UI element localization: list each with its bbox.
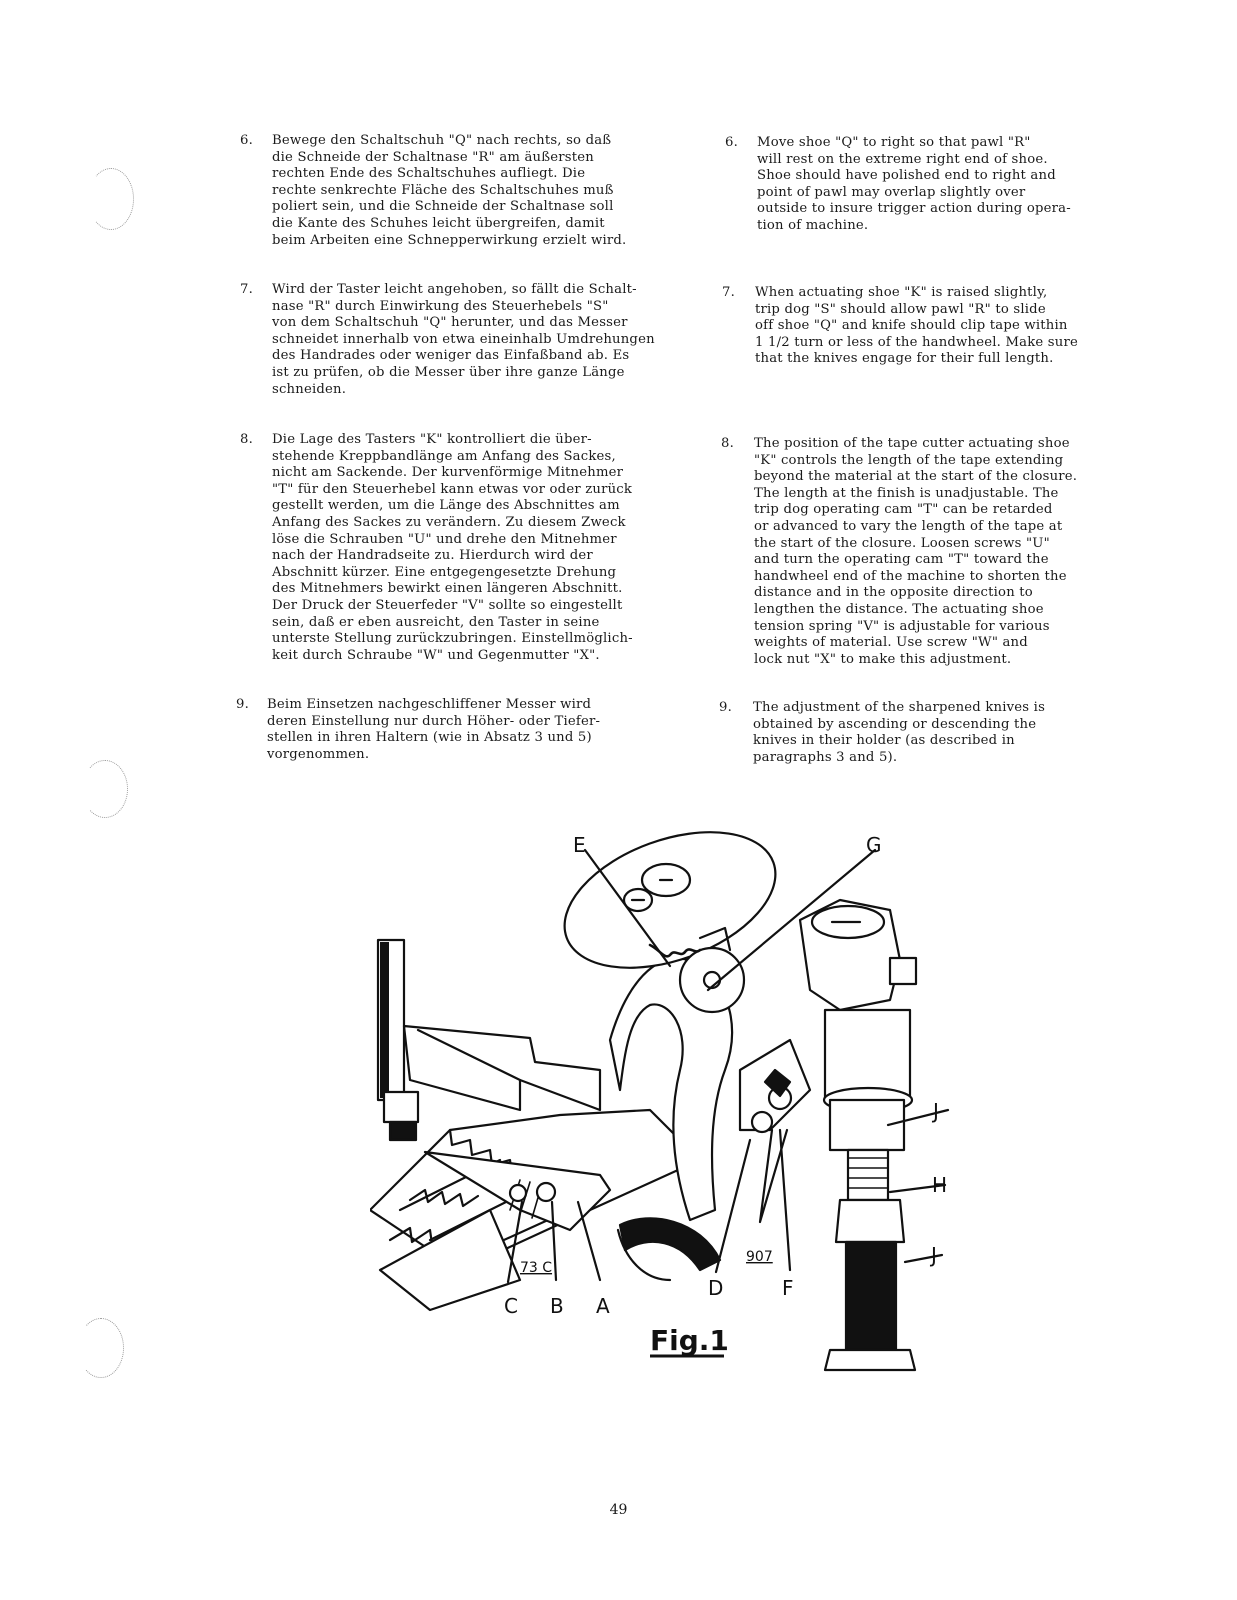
text-line: löse die Schrauben "U" und drehe den Mitnehmer (272, 531, 617, 547)
text-line: "T" für den Steuerhebel kann etwas vor oder zurück (272, 481, 633, 497)
text-line: the start of the closure. Loosen screws "U" (754, 535, 1050, 551)
paragraph-number: 6. (240, 133, 253, 148)
text-line: tension spring "V" is adjustable for various (754, 618, 1050, 634)
text-line: trip dog "S" should allow pawl "R" to slide (755, 301, 1046, 317)
text-line: nicht am Sackende. Der kurvenförmige Mitnehmer (272, 465, 624, 481)
text-line: schneidet innerhalb von etwa eineinhalb Umdrehungen (272, 331, 655, 347)
text-line: Beim Einsetzen nachgeschliffener Messer wird (267, 697, 592, 712)
text-line: Move shoe "Q" to right so that pawl "R" (757, 135, 1031, 150)
label-G: G (866, 833, 882, 857)
text-line: knives in their holder (as described in (753, 733, 1015, 749)
text-line: outside to insure trigger action during opera- (757, 201, 1071, 217)
label-J-bottom: J (931, 1243, 937, 1267)
text-line: off shoe "Q" and knife should clip tape within (755, 318, 1068, 334)
text-line: schneiden. (272, 381, 347, 397)
text-line: The position of the tape cutter actuating shoe (754, 436, 1070, 451)
text-line: ist zu prüfen, ob die Messer über ihre ganze Länge (272, 365, 625, 380)
text-line: Wird der Taster leicht angehoben, so fällt die Schalt- (272, 282, 637, 297)
paragraph-number: 6. (725, 135, 738, 150)
text-line: deren Einstellung nur durch Höher- oder Tiefer- (267, 713, 601, 729)
text-line: paragraphs 3 and 5). (753, 749, 898, 765)
text-line: beim Arbeiten eine Schnepperwirkung erzielt wird. (272, 232, 627, 248)
text-line: des Mitnehmers bewirkt einen längeren Abschnitt. (272, 581, 623, 597)
paragraph-number: 8. (240, 432, 253, 447)
text-line: Der Druck der Steuerfeder "V" sollte so eingestellt (272, 598, 623, 613)
paragraph-number: 7. (240, 282, 253, 297)
punch-hole-mark-top (88, 168, 134, 230)
punch-hole-mark-middle (82, 760, 128, 818)
label-A: A (596, 1294, 610, 1318)
text-line: The adjustment of the sharpened knives is (753, 700, 1046, 715)
text-line: point of pawl may overlap slightly over (757, 184, 1026, 200)
text-line: nach der Handradseite zu. Hierdurch wird der (272, 548, 593, 564)
label-J-top: J (933, 1099, 939, 1123)
text-line: die Schneide der Schaltnase "R" am äußersten (272, 149, 594, 165)
text-line: Anfang des Sackes zu verändern. Zu diesem Zweck (272, 515, 626, 530)
paragraph-number: 8. (721, 436, 734, 451)
label-C: C (504, 1294, 518, 1318)
text-line: gestellt werden, um die Länge des Abschnittes am (272, 498, 620, 514)
text-line: weights of material. Use screw "W" and (754, 635, 1028, 651)
text-line: rechte senkrechte Fläche des Schaltschuhes muß (272, 182, 614, 198)
text-line: and turn the operating cam "T" toward the (754, 552, 1049, 568)
paragraph-number: 9. (236, 697, 249, 712)
text-line: lengthen the distance. The actuating shoe (754, 602, 1044, 617)
text-line: sein, daß er eben ausreicht, den Taster in seine (272, 614, 600, 630)
text-line: unterste Stellung zurückzubringen. Einstellmöglich- (272, 631, 633, 647)
text-line: Abschnitt kürzer. Eine entgegengesetzte Drehung (272, 564, 617, 580)
paragraph-number: 9. (719, 700, 732, 715)
label-B: B (550, 1294, 564, 1318)
text-line: Die Lage des Tasters "K" kontrolliert die über- (272, 432, 592, 447)
text-line: keit durch Schraube "W" und Gegenmutter "X". (272, 647, 600, 663)
text-line: des Handrades oder weniger das Einfaßband ab. Es (272, 348, 630, 364)
text-line: or advanced to vary the length of the tape at (754, 519, 1063, 534)
figure-caption: Fig.1 (650, 1324, 729, 1357)
text-line: that the knives engage for their full length. (755, 351, 1054, 367)
text-line: lock nut "X" to make this adjustment. (754, 651, 1012, 667)
text-line: handwheel end of the machine to shorten the (754, 568, 1067, 584)
label-907: 907 (746, 1249, 773, 1265)
machine-illustration (370, 830, 970, 1380)
label-F: F (782, 1276, 794, 1300)
text-line: "K" controls the length of the tape extending (754, 452, 1064, 468)
text-line: The length at the finish is unadjustable. The (754, 485, 1059, 501)
paragraph-number: 7. (722, 285, 735, 300)
page-number: 49 (609, 1502, 628, 1518)
text-line: When actuating shoe "K" is raised slightly, (755, 285, 1048, 300)
label-H: H (932, 1173, 948, 1197)
text-line: vorgenommen. (267, 746, 370, 762)
label-E: E (573, 833, 586, 857)
text-line: obtained by ascending or descending the (753, 716, 1037, 732)
text-line: distance and in the opposite direction to (754, 585, 1033, 601)
text-line: stellen in ihren Haltern (wie in Absatz 3 und 5) (267, 730, 592, 746)
text-line: die Kante des Schuhes leicht übergreifen, damit (272, 216, 605, 231)
text-line: beyond the material at the start of the closure. (754, 469, 1078, 485)
text-line: tion of machine. (757, 218, 869, 233)
text-line: Shoe should have polished end to right and (757, 168, 1056, 184)
text-line: will rest on the extreme right end of shoe. (757, 151, 1048, 167)
text-line: rechten Ende des Schaltschuhes aufliegt. Die (272, 166, 586, 182)
label-73c: 73 C (520, 1260, 553, 1276)
text-line: von dem Schaltschuh "Q" herunter, und das Messer (272, 315, 628, 331)
text-line: stehende Kreppbandlänge am Anfang des Sackes, (272, 448, 616, 464)
text-line: 1 1/2 turn or less of the handwheel. Make sure (755, 334, 1078, 350)
text-line: trip dog operating cam "T" can be retarded (754, 502, 1053, 518)
punch-hole-mark-bottom (78, 1318, 124, 1378)
text-line: poliert sein, und die Schneide der Schaltnase soll (272, 199, 614, 215)
label-D: D (708, 1276, 724, 1300)
text-line: nase "R" durch Einwirkung des Steuerhebels "S" (272, 298, 609, 314)
text-line: Bewege den Schaltschuh "Q" nach rechts, so daß (272, 133, 612, 148)
